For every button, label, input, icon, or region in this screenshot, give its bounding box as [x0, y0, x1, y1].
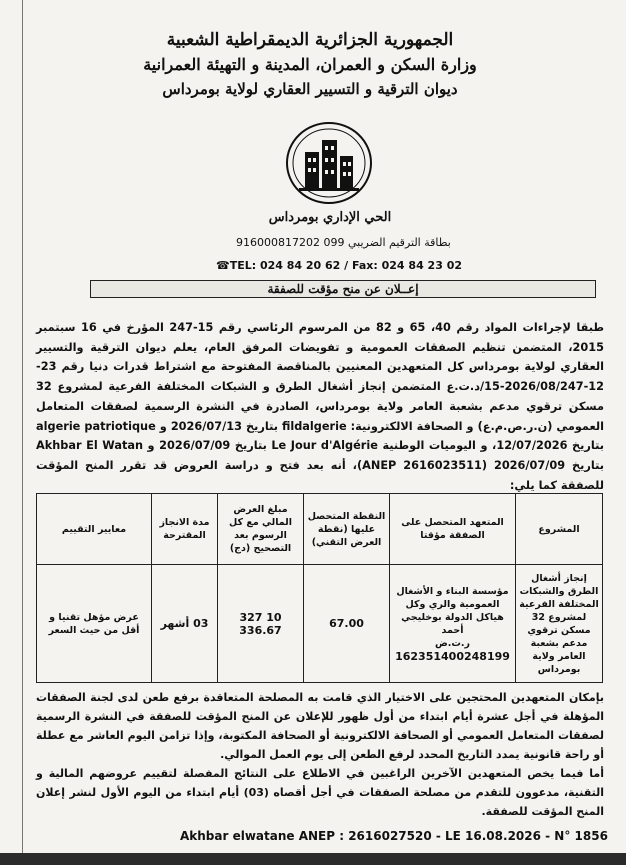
- cell-amount: 10 327 336.67: [218, 565, 304, 683]
- office-name: ديوان الترقية و التسيير العقاري لولاية بومرداس: [162, 80, 458, 98]
- award-table: [36, 493, 603, 683]
- notice-title-box: [90, 280, 596, 298]
- letterhead: [60, 28, 560, 101]
- bottom-rule: [0, 853, 626, 865]
- header-project: المشروع: [516, 494, 603, 565]
- cell-duration: 03 أشهر: [152, 565, 218, 683]
- header-amount: مبلغ العرض المالي مع كل الرسوم بعد التصحيح (دج): [218, 494, 304, 565]
- republic-name: الجمهورية الجزائرية الديمقراطية الشعبية: [166, 30, 454, 50]
- notice-title: إعــلان عن منح مؤقت للصفقة: [267, 282, 419, 296]
- cell-bidder: [390, 565, 516, 683]
- cell-criteria: عرض مؤهل تقنيا و أقل من حيث السعر: [37, 565, 152, 683]
- appeal-paragraph: بإمكان المتعهدين المحتجين على الاختيار الذي قامت به المصلحة المتعاقدة برفع طعن لدى لجنة الصفقات المؤهلة في أجل عشرة أيام ابتداء من أول ظهور للإعلان عن المنح المؤقت للصفقة في النشرة الرسمية لصفقات المتعامل العمومي أو الصحافة الالكترونية أو الصحافة المكتوبة، وإذا تزامن اليوم العاشر مع عطلة أو راحة قانونية يمدد التاريخ المحدد لرفع الطعن إلى يوم العمل الموالي.: [36, 691, 604, 761]
- publication-reference: Akhbar elwatane ANEP : 2616027520 - LE 16.08.2026 - N° 1856: [180, 829, 608, 843]
- cell-project: إنجاز أشغال الطرق والشبكات المختلفة الفرعية لمشروع 32 مسكن ترقوي مدعم بشعبة العامر ولاية بومرداس: [516, 565, 603, 683]
- office-address: الحي الإداري بومرداس: [268, 210, 392, 225]
- notice-footer: [36, 688, 604, 821]
- header-bidder: المتعهد المتحصل على الصفقة مؤقتا: [390, 494, 516, 565]
- notice-intro: طبقا لإجراءات المواد رقم 40، 65 و 82 من المرسوم الرئاسي رقم 15-247 المؤرخ في 16 سبتمبر 2015، المتضمن تنظيم الصفقات العمومية و تفويضات المرفق العام، يعلم ديوان الترقية والتسيير العقاري لولاية بومرداس كل المتعهدين المعنيين بالمناقصة المفتوحة مع اشتراط قدرات دنيا رقم 23-12-2026/08/247-15/د.ت.ع المتضمن إنجاز أشغال الطرق و الشبكات المختلفة الفرعية لمشروع 32 مسكن ترقوي مدعم بشعبة العامر ولاية بومرداس، الصادرة في النشرة الرسمية لصفقات المتعامل العمومي (ن.ر.ص.م.ع) و الصحافة الالكترونية: fildalgerie بتاريخ 2026/07/13 و algerie patriotique بتاريخ 12/07/2026، و اليوميات الوطنية Le Jour d'Algérie بتاريخ 2026/07/09 و Akhbar El Watan بتاريخ 2026/07/09 (2616023511 ANEP)، أنه بعد فتح و دراسة العروض قد تقرر المنح المؤقت للصفقة كما يلي:: [36, 321, 605, 492]
- tax-id: بطاقة الترقيم الضريبي 099 916000817202: [236, 236, 451, 249]
- bidder-name: مؤسسة البناء و الأشغال العمومية والري وكل هياكل الدولة بوخليجي أحمد: [396, 585, 509, 636]
- header-duration: مدة الانجاز المقترحة: [152, 494, 218, 565]
- office-logo: [285, 118, 373, 208]
- results-paragraph: أما فيما يخص المتعهدين الآخرين الراغبين في الاطلاع على النتائج المفصلة لتقييم عروضهم المالية و التقنية، مدعوون للتقدم من مصلحة الصفقات في أجل أقصاه (03) أيام ابتداء من اليوم الأول لنشر إعلان المنح المؤقت للصفقة.: [36, 767, 605, 818]
- bidder-reg-label: ر.ت.ض: [434, 637, 470, 649]
- ministry-name: وزارة السكن و العمران، المدينة و التهيئة العمرانية: [143, 55, 477, 74]
- bidder-reg-number: 162351400248199: [395, 649, 510, 663]
- cell-score: 67.00: [304, 565, 390, 683]
- header-score: النقطة المتحصل عليها (نقطة العرض التقني): [304, 494, 390, 565]
- table-header-row: [37, 494, 603, 565]
- header-criteria: معايير التقييم: [37, 494, 152, 565]
- table-row: [37, 565, 603, 683]
- page-edge-line: [22, 0, 23, 865]
- telephone-fax: ☎TEL: 024 84 20 62 / Fax: 024 84 23 02: [216, 259, 462, 272]
